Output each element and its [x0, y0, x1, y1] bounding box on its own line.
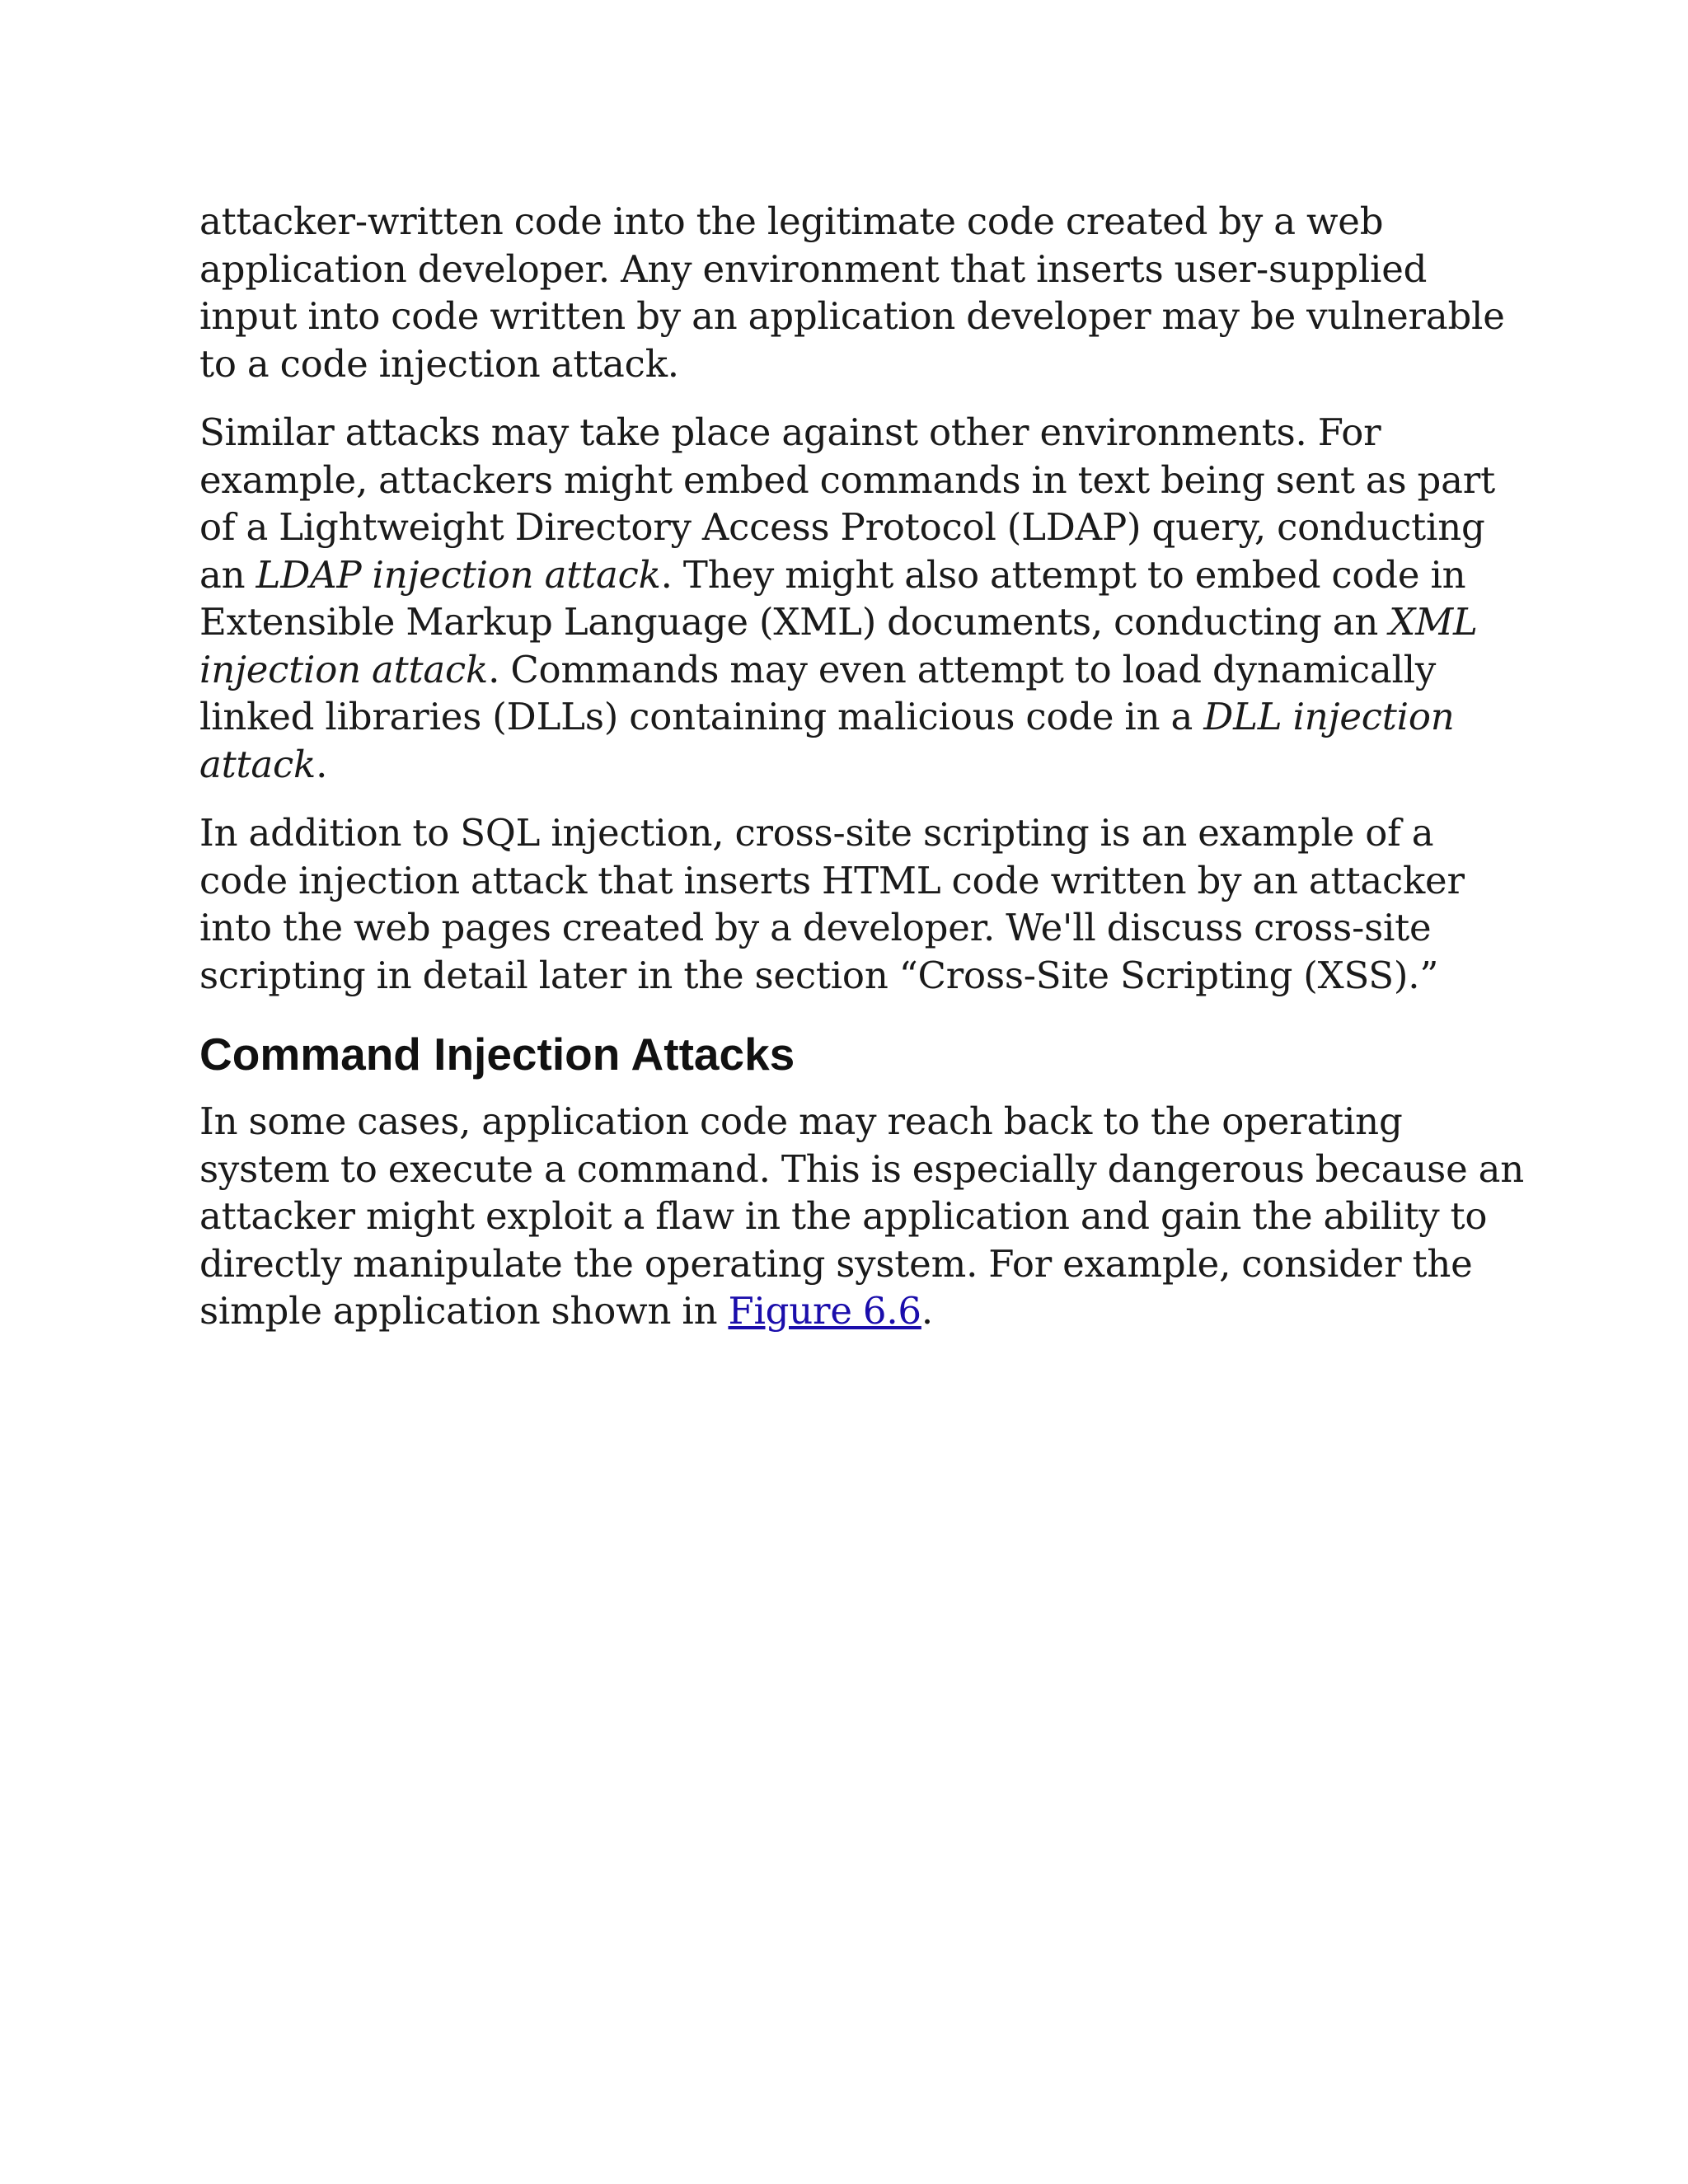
text-run: scripting in detail later in the section “Cross-Site Scripting (XSS).” — [199, 953, 1439, 997]
text-run: . They might also attempt to embed code in — [660, 552, 1466, 597]
text-run: . — [316, 742, 328, 786]
text-line — [199, 1287, 1502, 1335]
text-line — [199, 551, 1502, 599]
text-run: In addition to SQL injection, cross-site scripting is an example of a — [199, 811, 1434, 855]
text-line — [199, 693, 1502, 741]
intro-paragraphs — [199, 198, 1505, 999]
text-line — [199, 952, 1502, 1000]
italic-term: attack — [199, 742, 316, 786]
text-run: Similar attacks may take place against other environments. For — [199, 410, 1381, 454]
text-run: . — [921, 1289, 933, 1333]
text-run: code injection attack that inserts HTML code written by an attacker — [199, 858, 1465, 902]
text-run: Extensible Markup Language (XML) documents, conducting an — [199, 600, 1390, 644]
text-run: of a Lightweight Directory Access Protocol (LDAP) query, conducting — [199, 505, 1485, 549]
section-body — [199, 1098, 1525, 1335]
italic-term: LDAP injection attack — [256, 552, 661, 597]
italic-term: injection attack — [199, 647, 489, 691]
text-line — [199, 1098, 1502, 1146]
text-line — [199, 293, 1505, 340]
text-line — [199, 857, 1502, 905]
section-heading-command-injection: Command Injection Attacks — [199, 1029, 795, 1080]
body-paragraph-1 — [199, 198, 1505, 387]
body-paragraph-command-injection — [199, 1098, 1525, 1335]
body-paragraph-3 — [199, 809, 1502, 999]
text-line — [199, 1146, 1525, 1193]
italic-term: XML — [1389, 600, 1478, 644]
text-run: to a code injection attack. — [199, 341, 679, 386]
text-run: into the web pages created by a developer. We'll discuss cross-site — [199, 906, 1432, 949]
page-content — [199, 198, 1525, 1357]
text-line — [199, 457, 1502, 504]
text-run: directly manipulate the operating system. For example, consider the — [199, 1241, 1473, 1286]
text-run: attacker-written code into the legitimate code created by a web — [199, 199, 1384, 243]
text-line — [199, 1240, 1502, 1288]
text-run: input into code written by an application developer may be vulnerable — [199, 294, 1505, 338]
text-run: application developer. Any environment that inserts user-supplied — [199, 246, 1428, 291]
text-run: linked libraries (DLLs) containing malicious code in a — [199, 695, 1204, 738]
italic-term: DLL injection — [1203, 695, 1455, 738]
text-run: an — [199, 552, 256, 597]
figure-link[interactable]: Figure 6.6 — [728, 1289, 921, 1333]
text-line — [199, 504, 1502, 551]
text-line — [199, 646, 1502, 694]
text-run: simple application shown in — [199, 1289, 729, 1333]
text-line — [199, 809, 1502, 857]
text-run: attacker might exploit a flaw in the application and gain the ability to — [199, 1194, 1488, 1238]
text-line — [199, 1193, 1502, 1240]
body-paragraph-2 — [199, 409, 1502, 788]
text-line — [199, 741, 1502, 789]
text-line — [199, 340, 1502, 388]
text-line — [199, 198, 1502, 246]
text-line — [199, 598, 1502, 646]
text-run: system to execute a command. This is especially dangerous because an — [199, 1146, 1525, 1191]
text-line — [199, 409, 1502, 457]
text-line — [199, 904, 1502, 952]
text-run: example, attackers might embed commands in text being sent as part — [199, 457, 1495, 502]
text-run: . Commands may even attempt to load dynamically — [488, 647, 1437, 691]
text-run: In some cases, application code may reach back to the operating — [199, 1099, 1403, 1143]
text-line — [199, 246, 1502, 293]
